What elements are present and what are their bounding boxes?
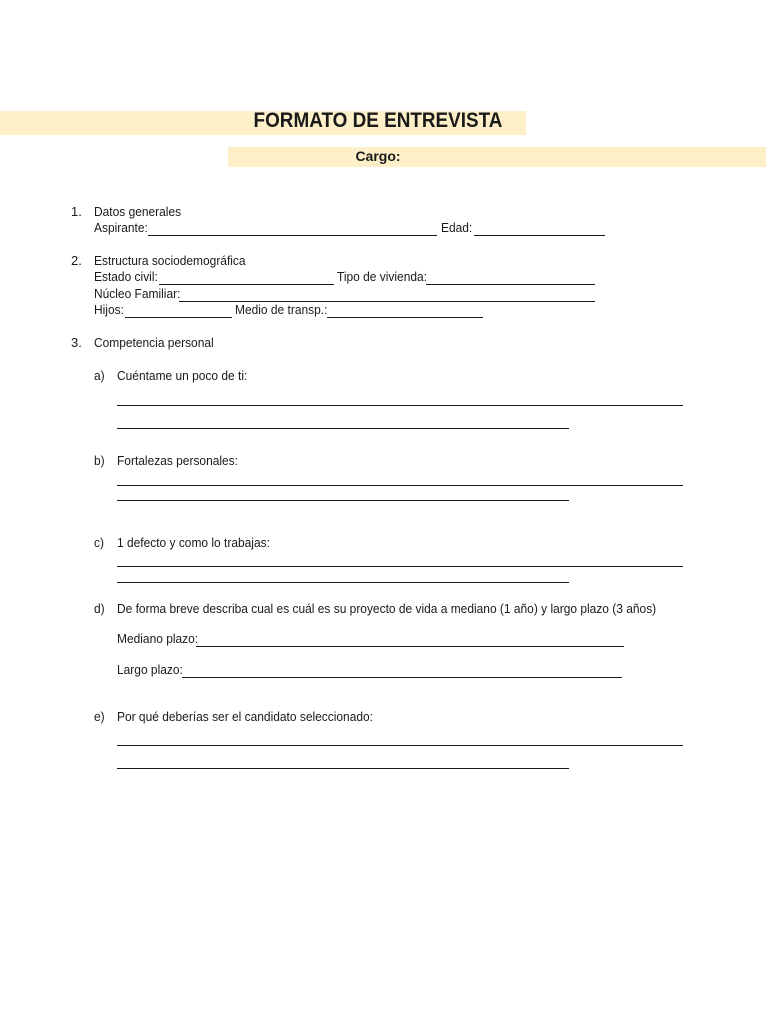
section-number: 1. bbox=[71, 204, 82, 219]
cargo-label: Cargo: bbox=[355, 148, 401, 164]
answer-a-line[interactable] bbox=[117, 405, 683, 406]
mediano-plazo-label: Mediano plazo: bbox=[117, 631, 199, 646]
estado-civil-field-line[interactable] bbox=[159, 284, 334, 285]
answer-b-line[interactable] bbox=[117, 485, 683, 486]
edad-field-line[interactable] bbox=[474, 235, 605, 236]
answer-b-line[interactable] bbox=[117, 500, 569, 501]
aspirante-field-line[interactable] bbox=[148, 235, 437, 236]
aspirante-label: Aspirante: bbox=[94, 220, 148, 235]
hijos-field-line[interactable] bbox=[125, 317, 232, 318]
question-e-text: Por qué deberías ser el candidato seleccionado: bbox=[117, 709, 373, 724]
section-title-estructura: Estructura sociodemográfica bbox=[94, 253, 246, 268]
item-letter: c) bbox=[94, 535, 104, 550]
section-number: 2. bbox=[71, 253, 82, 268]
section-number: 3. bbox=[71, 335, 82, 350]
answer-e-line[interactable] bbox=[117, 768, 569, 769]
mediano-plazo-field-line[interactable] bbox=[196, 646, 624, 647]
question-b-text: Fortalezas personales: bbox=[117, 453, 238, 468]
largo-plazo-field-line[interactable] bbox=[182, 677, 622, 678]
item-letter: b) bbox=[94, 453, 105, 468]
question-c-text: 1 defecto y como lo trabajas: bbox=[117, 535, 270, 550]
edad-label: Edad: bbox=[441, 220, 473, 235]
section-title-competencia: Competencia personal bbox=[94, 335, 214, 350]
answer-e-line[interactable] bbox=[117, 745, 683, 746]
item-letter: e) bbox=[94, 709, 105, 724]
tipo-vivienda-field-line[interactable] bbox=[426, 284, 595, 285]
section-title-datos-generales: Datos generales bbox=[94, 204, 182, 219]
hijos-label: Hijos: bbox=[94, 302, 124, 317]
largo-plazo-label: Largo plazo: bbox=[117, 662, 183, 677]
nucleo-familiar-label: Núcleo Familiar: bbox=[94, 286, 181, 301]
estado-civil-label: Estado civil: bbox=[94, 269, 158, 284]
question-a-text: Cuéntame un poco de ti: bbox=[117, 368, 248, 383]
medio-transporte-label: Medio de transp.: bbox=[235, 302, 328, 317]
item-letter: a) bbox=[94, 368, 105, 383]
tipo-vivienda-label: Tipo de vivienda: bbox=[337, 269, 427, 284]
item-letter: d) bbox=[94, 601, 105, 616]
answer-a-line[interactable] bbox=[117, 428, 569, 429]
answer-c-line[interactable] bbox=[117, 582, 569, 583]
page-title: FORMATO DE ENTREVISTA bbox=[253, 109, 503, 132]
question-d-text: De forma breve describa cual es cuál es su proyecto de vida a mediano (1 año) y largo plazo (3 años) bbox=[117, 601, 657, 616]
medio-transporte-field-line[interactable] bbox=[327, 317, 483, 318]
answer-c-line[interactable] bbox=[117, 566, 683, 567]
